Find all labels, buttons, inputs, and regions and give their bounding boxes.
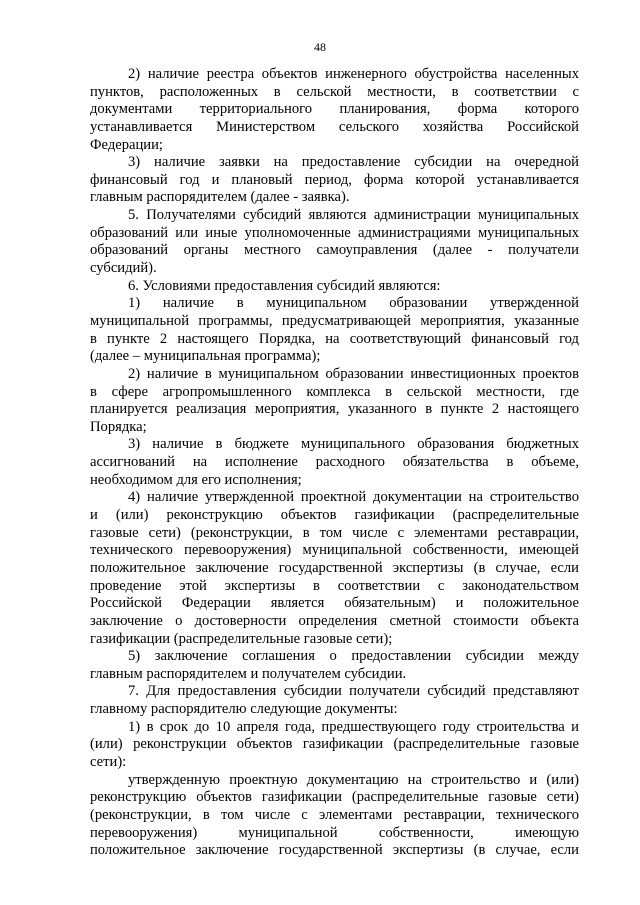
text-line: 5. Получателями субсидий являются администрации муниципальных: [128, 207, 579, 224]
text-line: положительное заключение государственной экспертизы (в случае, если: [90, 559, 579, 576]
text-line: (реконструкции, в том числе с элементами реставрации, технического: [90, 806, 579, 823]
text-line: главным распорядителем (далее - заявка).: [90, 189, 350, 206]
text-line: (далее – муниципальная программа);: [90, 348, 321, 365]
text-line: ассигнований на исполнение расходного обязательства в объеме,: [90, 454, 579, 471]
text-line: в сфере агропромышленного комплекса в сельской местности, где: [90, 383, 579, 400]
text-line: устанавливается Министерством сельского хозяйства Российской: [90, 118, 579, 135]
text-line: необходимом для его исполнения;: [90, 471, 302, 488]
text-line: сети):: [90, 753, 127, 770]
text-line: документами территориального планирования, форма которого: [90, 101, 579, 118]
text-line: 4) наличие утвержденной проектной документации на строительство: [128, 489, 579, 506]
text-line: субсидий).: [90, 260, 157, 277]
text-line: 5) заключение соглашения о предоставлении субсидии между: [128, 648, 579, 665]
text-line: 2) наличие реестра объектов инженерного обустройства населенных: [128, 66, 579, 82]
text-line: проведение этой экспертизы в соответствии с законодательством: [90, 577, 579, 594]
text-line: финансовый год и плановый период, форма которой устанавливается: [90, 171, 579, 188]
text-line: реконструкцию объектов газификации (распределительные газовые сети): [90, 789, 579, 806]
text-line: пунктов, расположенных в сельской местности, в соответствии с: [90, 83, 579, 100]
text-line: муниципальной программы, предусматривающей мероприятия, указанные: [90, 312, 579, 329]
text-line: Порядка;: [90, 418, 147, 435]
text-line: главному распорядителю следующие документы:: [90, 701, 398, 718]
text-line: главным распорядителем и получателем субсидии.: [90, 665, 407, 682]
text-line: технического перевооружения) муниципальной собственности, имеющей: [90, 542, 579, 559]
text-line: газификации (распределительные газовые сети);: [90, 630, 393, 647]
text-line: образований или иные уполномоченные администрациями муниципальных: [90, 224, 579, 241]
text-line: образований органы местного самоуправления (далее - получатели: [90, 242, 579, 259]
text-line: планируется реализация мероприятия, указанного в пункте 2 настоящего: [90, 401, 579, 418]
text-line: Российской Федерации является обязательным) и положительное: [90, 595, 579, 612]
text-line: 2) наличие в муниципальном образовании инвестиционных проектов: [128, 365, 579, 382]
text-line: (или) реконструкции объектов газификации (распределительные газовые: [90, 736, 579, 753]
text-line: и (или) реконструкцию объектов газификации (распределительные: [90, 507, 579, 524]
text-line: Федерации;: [90, 136, 163, 153]
text-line: 1) наличие в муниципальном образовании утвержденной: [128, 295, 579, 312]
text-line: положительное заключение государственной экспертизы (в случае, если: [90, 842, 579, 859]
text-line: газовые сети) (реконструкции, в том числе с элементами реставрации,: [90, 524, 579, 541]
document-body: [90, 66, 579, 860]
text-line: перевооружения) муниципальной собственности, имеющую: [90, 824, 579, 841]
text-line: 3) наличие заявки на предоставление субсидии на очередной: [128, 154, 579, 171]
page-number: 48: [314, 40, 326, 54]
text-line: утвержденную проектную документацию на строительство и (или): [128, 771, 579, 788]
text-line: 1) в срок до 10 апреля года, предшествующего году строительства и: [128, 718, 579, 735]
text-line: 3) наличие в бюджете муниципального образования бюджетных: [128, 436, 579, 453]
text-line: 7. Для предоставления субсидии получатели субсидий представляют: [128, 683, 579, 700]
text-line: 6. Условиями предоставления субсидий являются:: [128, 277, 441, 294]
text-line: заключение о достоверности определения сметной стоимости объекта: [90, 612, 579, 629]
text-line: в пункте 2 настоящего Порядка, на соответствующий финансовый год: [90, 330, 579, 347]
